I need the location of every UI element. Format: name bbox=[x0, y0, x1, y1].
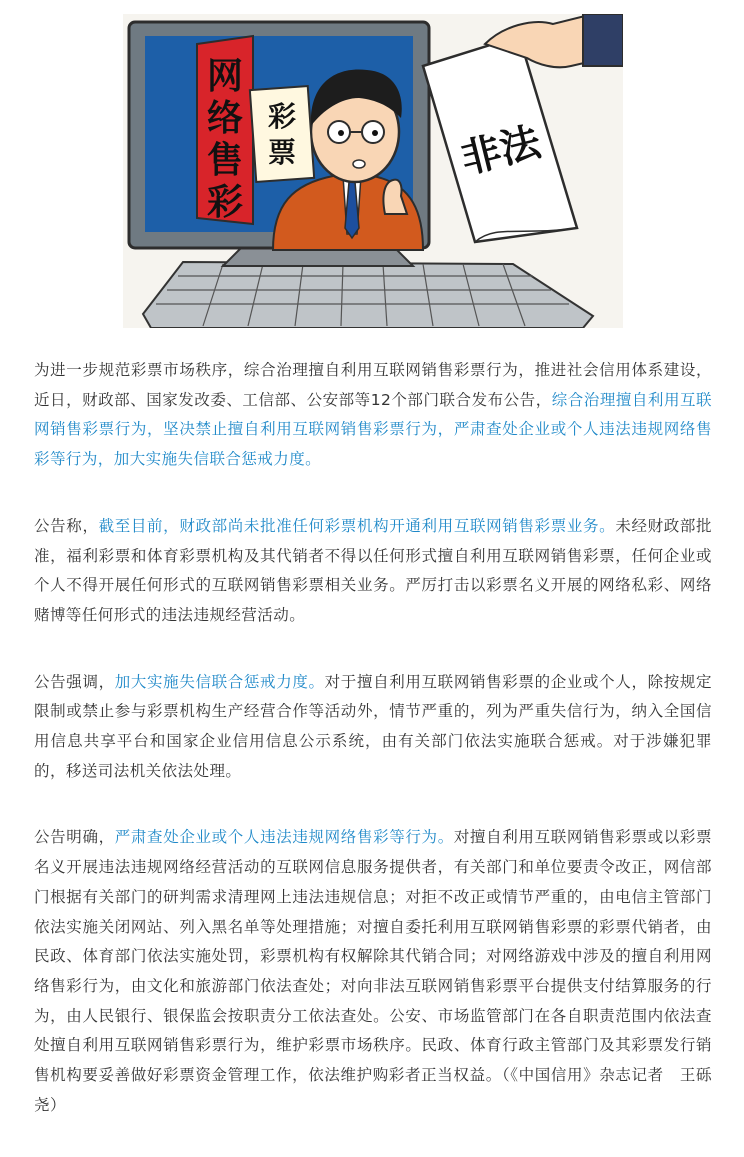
keyboard bbox=[143, 262, 593, 328]
paragraph-2-highlight: 截至目前，财政部尚未批准任何彩票机构开通利用互联网销售彩票业务。 bbox=[98, 516, 616, 535]
paragraph-2 bbox=[34, 512, 712, 631]
paragraph-4-lead: 公告明确， bbox=[34, 828, 115, 847]
ticket-char-2: 票 bbox=[267, 136, 297, 169]
cartoon-image bbox=[123, 14, 623, 328]
paragraph-2-lead: 公告称， bbox=[34, 516, 99, 535]
sign-char-2: 络 bbox=[206, 98, 244, 139]
paragraph-1-text: 为进一步规范彩票市场秩序，综合治理擅自利用互联网销售彩票行为，推进社会信用体系建设，近日，财政部、国家发改委、工信部、公安部等12个部门联合发布公告， bbox=[34, 361, 712, 409]
article-body bbox=[34, 356, 712, 1157]
paragraph-4-highlight: 严肃查处企业或个人违法违规网络售彩等行为。 bbox=[114, 828, 454, 847]
paragraph-1 bbox=[34, 356, 712, 475]
paragraph-3 bbox=[34, 668, 712, 787]
paragraph-1-highlight: 综合治理擅自利用互联网销售彩票行为，坚决禁止擅自利用互联网销售彩票行为，严肃查处企业或个人违法违规网络售彩等行为，加大实施失信联合惩戒力度。 bbox=[34, 390, 712, 469]
paragraph-3-lead: 公告强调， bbox=[34, 672, 115, 691]
paper-text: 非法 bbox=[456, 119, 546, 184]
paragraph-2-text: 未经财政部批准，福利彩票和体育彩票机构及其代销者不得以任何形式擅自利用互联网销售彩票，任何企业或个人不得开展任何形式的互联网销售彩票相关业务。严厉打击以彩票名义开展的网络私彩、网络赌博等任何形式的违法违规经营活动。 bbox=[34, 516, 712, 624]
cartoon-illustration bbox=[123, 14, 623, 328]
sign-char-4: 彩 bbox=[206, 182, 244, 223]
man-mouth bbox=[353, 160, 365, 168]
sleeve bbox=[583, 14, 623, 66]
sign-char-1: 网 bbox=[206, 56, 244, 97]
ticket-char-1: 彩 bbox=[267, 100, 297, 133]
sign-char-3: 售 bbox=[206, 140, 244, 181]
paragraph-4-text: 对擅自利用互联网销售彩票或以彩票名义开展违法违规网络经营活动的互联网信息服务提供者，有关部门和单位要责令改正，网信部门根据有关部门的研判需求清理网上违法违规信息；对拒不改正或情节严重的，由电信主管部门依法实施关闭网站、列入黑名单等处理措施；对擅自委托利用互联网销售彩票的彩票代销者，由民政、体育部门依法实施处罚，彩票机构有权解除其代销合同；对网络游戏中涉及的擅自利用网络售彩行为，由文化和旅游部门依法查处；对向非法互联网销售彩票平台提供支付结算服务的行为，由人民银行、银保监会按职责分工依法查处。公安、市场监管部门在各自职责范围内依法查处擅自利用互联网销售彩票行为，维护彩票市场秩序。民政、体育行政主管部门及其彩票发行销售机构要妥善做好彩票资金管理工作，依法维护购彩者正当权益。（《中国信用》杂志记者 王砾尧） bbox=[34, 828, 713, 1114]
paragraph-3-text: 对于擅自利用互联网销售彩票的企业或个人，除按规定限制或禁止参与彩票机构生产经营合作等活动外，情节严重的，列为严重失信行为，纳入全国信用信息共享平台和国家企业信用信息公示系统，由有关部门依法实施联合惩戒。对于涉嫌犯罪的，移送司法机关依法处理。 bbox=[34, 672, 712, 780]
paragraph-4 bbox=[34, 823, 712, 1120]
paragraph-3-highlight: 加大实施失信联合惩戒力度。 bbox=[114, 672, 325, 691]
